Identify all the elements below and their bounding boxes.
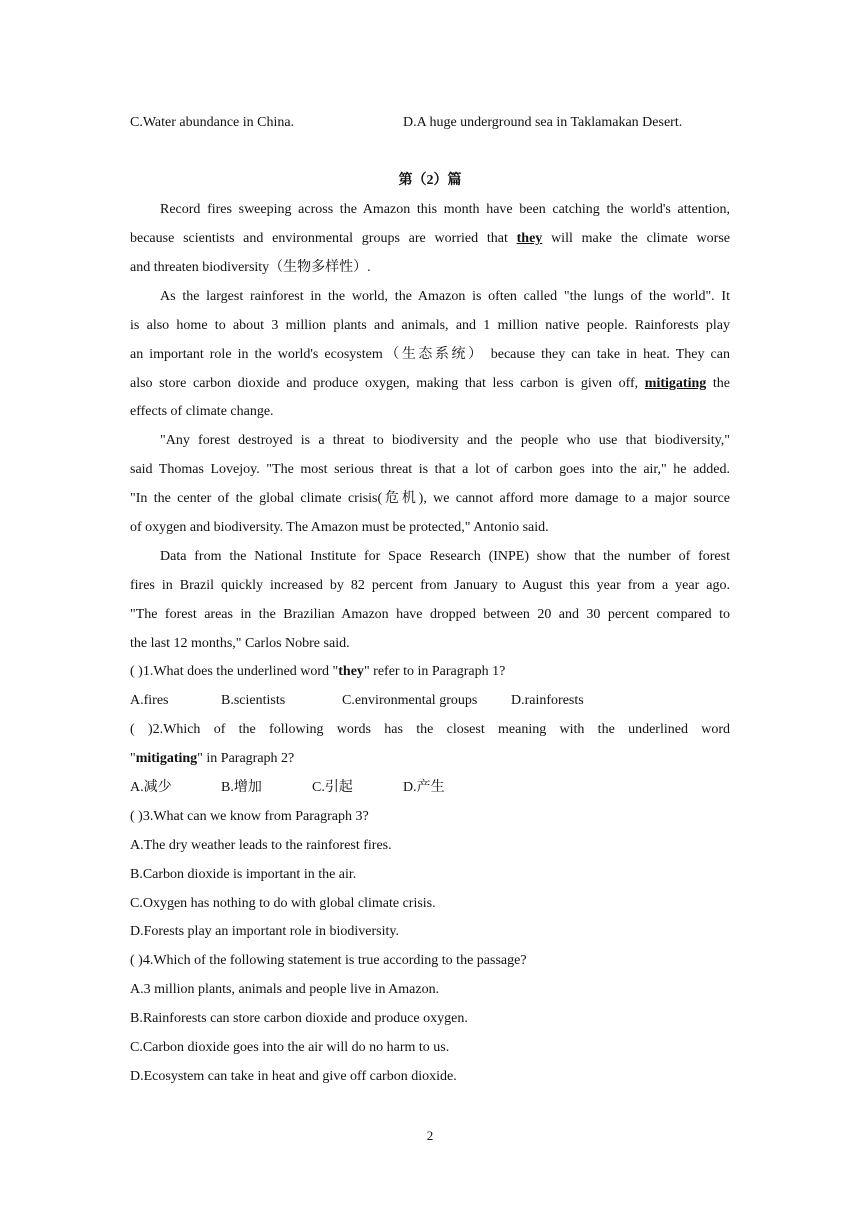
underlined-word-mitigating: mitigating: [644, 376, 707, 391]
q1-option-d: D.rainforests: [511, 693, 584, 708]
paragraph-4-line-2: fires in Brazil quickly increased by 82 percent from January to August this year from a year ago.: [130, 578, 730, 593]
paragraph-2-line-2: is also home to about 3 million plants and animals, and 1 million native people. Rainforests play: [130, 318, 730, 333]
paragraph-3-line-4: of oxygen and biodiversity. The Amazon must be protected," Antonio said.: [130, 520, 549, 535]
paragraph-2-line-1: As the largest rainforest in the world, the Amazon is often called "the lungs of the world". It: [160, 289, 730, 304]
paragraph-2-line-3: an important role in the world's ecosystem（生态系统） because they can take in heat. They can: [130, 347, 730, 362]
question-1-stem: ( )1.What does the underlined word "they" refer to in Paragraph 1?: [130, 664, 506, 679]
paragraph-3-line-1: "Any forest destroyed is a threat to biodiversity and the people who use that biodiversity,": [160, 433, 730, 448]
q3-option-a: A.The dry weather leads to the rainforest fires.: [130, 838, 392, 853]
page-number: 2: [426, 1128, 434, 1143]
q3-option-c: C.Oxygen has nothing to do with global climate crisis.: [130, 896, 436, 911]
paragraph-4-line-4: the last 12 months," Carlos Nobre said.: [130, 636, 350, 651]
underlined-word-they: they: [516, 231, 543, 246]
paragraph-2-line-5: effects of climate change.: [130, 404, 274, 419]
q2-option-a: A.减少: [130, 780, 172, 795]
paragraph-3-line-3: "In the center of the global climate crisis(危机), we cannot afford more damage to a major source: [130, 491, 730, 506]
paragraph-4-line-1: Data from the National Institute for Space Research (INPE) show that the number of forest: [160, 549, 730, 564]
q3-option-b: B.Carbon dioxide is important in the air.: [130, 867, 357, 882]
q2-option-b: B.增加: [221, 780, 262, 795]
q4-option-b: B.Rainforests can store carbon dioxide and produce oxygen.: [130, 1011, 468, 1026]
q1-option-c: C.environmental groups: [342, 693, 478, 708]
q4-option-c: C.Carbon dioxide goes into the air will do no harm to us.: [130, 1040, 450, 1055]
paragraph-1-line-3: and threaten biodiversity（生物多样性）.: [130, 260, 371, 275]
q1-option-b: B.scientists: [221, 693, 286, 708]
question-4-stem: ( )4.Which of the following statement is true according to the passage?: [130, 953, 527, 968]
paragraph-1-line-2: because scientists and environmental groups are worried that they will make the climate worse: [130, 231, 730, 246]
paragraph-3-line-2: said Thomas Lovejoy. "The most serious threat is that a lot of carbon goes into the air," he added.: [130, 462, 730, 477]
option-d: D.A huge underground sea in Taklamakan Desert.: [403, 115, 683, 130]
prev-question-options: [130, 113, 730, 133]
q4-option-a: A.3 million plants, animals and people live in Amazon.: [130, 982, 440, 997]
question-2-stem-line-1: ( )2.Which of the following words has the closest meaning with the underlined word: [130, 722, 730, 737]
q1-option-a: A.fires: [130, 693, 169, 708]
q4-option-d: D.Ecosystem can take in heat and give off carbon dioxide.: [130, 1069, 457, 1084]
paragraph-2-line-4: also store carbon dioxide and produce oxygen, making that less carbon is given off, mitigating the: [130, 376, 730, 391]
paragraph-4-line-3: "The forest areas in the Brazilian Amazon have dropped between 20 and 30 percent compared to: [130, 607, 730, 622]
q2-option-c: C.引起: [312, 780, 353, 795]
question-2-stem-line-2: "mitigating" in Paragraph 2?: [130, 751, 295, 766]
option-c: C.Water abundance in China.: [130, 115, 295, 130]
q3-option-d: D.Forests play an important role in biodiversity.: [130, 924, 399, 939]
q2-option-d: D.产生: [403, 780, 445, 795]
paragraph-1-line-1: Record fires sweeping across the Amazon this month have been catching the world's attention,: [160, 202, 730, 217]
question-3-stem: ( )3.What can we know from Paragraph 3?: [130, 809, 369, 824]
passage-title: 第（2）篇: [398, 173, 462, 188]
